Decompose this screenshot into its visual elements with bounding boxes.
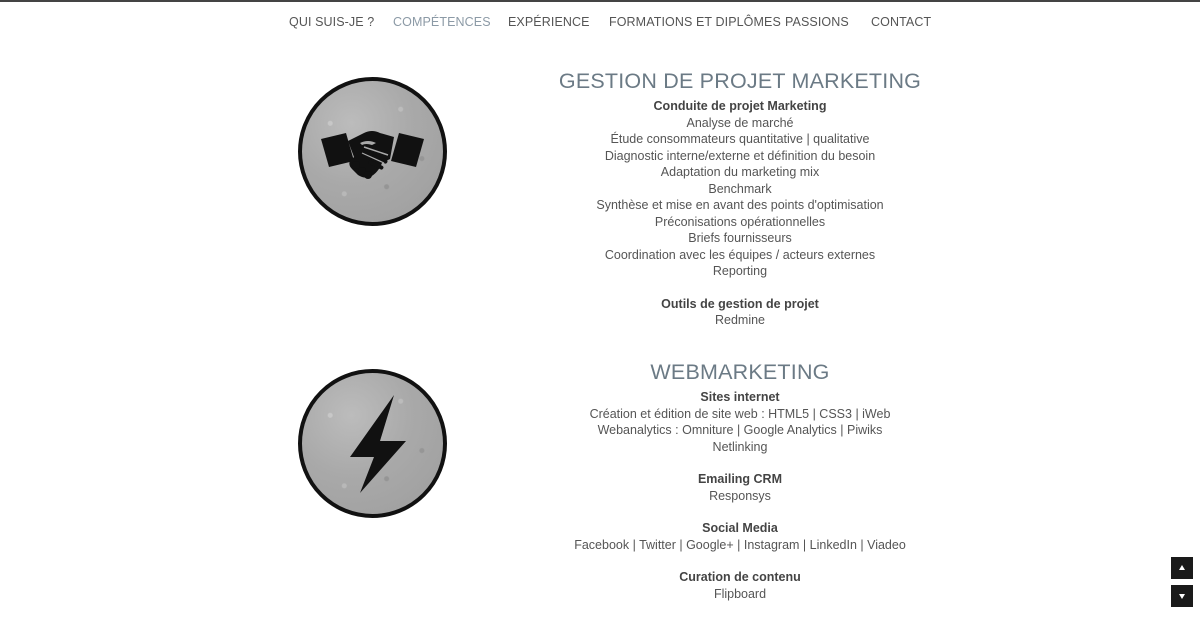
arrow-up-icon: [1171, 557, 1193, 579]
skill-item: Coordination avec les équipes / acteurs externes: [604, 247, 876, 262]
skill-item: Reporting: [712, 264, 768, 278]
scroll-down-button[interactable]: [1171, 585, 1193, 607]
lightning-bolt-icon: [298, 369, 447, 518]
skill-item: Adaptation du marketing mix: [660, 165, 820, 179]
skill-group: [540, 471, 940, 504]
skill-group: [540, 98, 940, 280]
skill-group: [540, 569, 940, 602]
nav-item-competences[interactable]: COMPÉTENCES: [393, 15, 491, 29]
section-title: GESTION DE PROJET MARKETING: [558, 69, 922, 93]
scroll-up-button[interactable]: [1171, 557, 1193, 579]
skill-item: Flipboard: [713, 586, 767, 601]
nav-item-passions[interactable]: PASSIONS: [785, 15, 849, 29]
skill-item: Facebook | Twitter | Google+ | Instagram | LinkedIn | Viadeo: [574, 537, 906, 552]
nav-item-qui-suis-je[interactable]: QUI SUIS-JE ?: [289, 15, 375, 29]
skill-item: Analyse de marché: [686, 115, 794, 130]
section-content: [540, 359, 940, 617]
skill-group: [540, 520, 940, 553]
skill-group: [540, 389, 940, 455]
nav-item-formations[interactable]: FORMATIONS ET DIPLÔMES: [609, 15, 781, 29]
skill-item: Webanalytics : Omniture | Google Analytics | Piwiks: [597, 423, 883, 437]
skill-item: Diagnostic interne/externe et définition du besoin: [604, 148, 876, 163]
skill-item: Préconisations opérationnelles: [654, 214, 826, 229]
skill-item: Benchmark: [708, 181, 772, 196]
top-border: [0, 0, 1200, 2]
group-title: Sites internet: [700, 390, 780, 404]
skill-group: [540, 296, 940, 329]
skill-item: Étude consommateurs quantitative | qualitative: [610, 132, 870, 146]
skill-item: Responsys: [709, 488, 771, 503]
main-nav: [0, 15, 1200, 33]
section-content: [540, 68, 940, 345]
group-title: Curation de contenu: [679, 570, 801, 584]
group-title: Conduite de projet Marketing: [653, 99, 827, 113]
arrow-down-icon: [1171, 585, 1193, 607]
section-title: WEBMARKETING: [650, 360, 830, 384]
nav-item-experience[interactable]: EXPÉRIENCE: [508, 15, 590, 29]
skill-item: Création et édition de site web : HTML5 | CSS3 | iWeb: [589, 406, 891, 421]
skill-item: Netlinking: [712, 439, 768, 454]
skill-item: Redmine: [714, 313, 766, 327]
skill-item: Synthèse et mise en avant des points d'optimisation: [596, 198, 884, 212]
group-title: Emailing CRM: [697, 472, 783, 486]
skill-item: Briefs fournisseurs: [688, 231, 792, 245]
handshake-icon: [298, 77, 447, 226]
group-title: Social Media: [702, 521, 778, 535]
nav-item-contact[interactable]: CONTACT: [871, 15, 932, 29]
group-title: Outils de gestion de projet: [661, 296, 819, 311]
